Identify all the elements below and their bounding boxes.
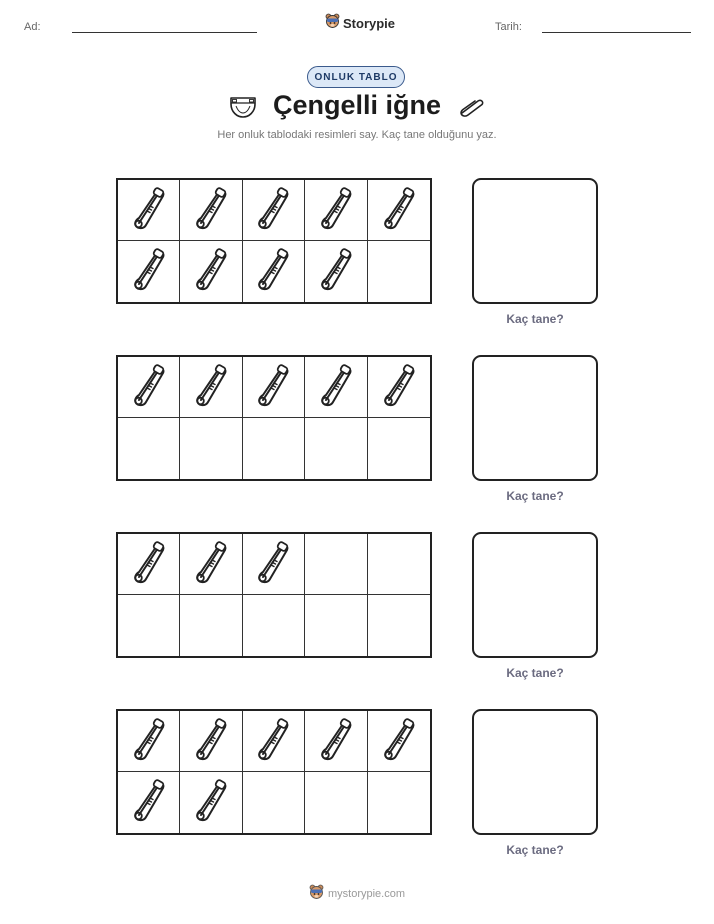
safety-pin-icon [380,362,418,413]
safety-pin-icon [192,777,230,828]
ten-frame-cell [118,711,180,772]
ten-frame-cell [118,534,180,595]
ten-frame-cell [180,772,242,833]
ten-frame-cell [305,711,367,772]
ten-frame-cell [243,595,305,656]
ten-frame-cell [368,357,430,418]
ten-frame-cell [305,772,367,833]
safety-pin-icon [380,716,418,767]
safety-pin-icon [130,716,168,767]
safety-pin-icon [317,185,355,236]
ten-frame-cell [118,180,180,241]
ten-frame-cell [118,418,180,479]
page-title: Çengelli iğne [272,90,442,120]
instructions: Her onluk tablodaki resimleri say. Kaç tane olduğunu yaz. [217,129,497,141]
safety-pin-icon [254,185,292,236]
ten-frame [116,709,432,835]
safety-pin-icon [254,362,292,413]
brand-name: Storypie [343,16,396,31]
answer-prompt: Kaç tane? [506,312,564,326]
date-label: Tarih: [495,21,522,33]
safety-pin-icon [192,539,230,590]
ten-frame-cell [305,418,367,479]
safety-pin-icon [254,539,292,590]
ten-frame-cell [305,534,367,595]
ten-frame-cell [368,772,430,833]
safety-pin-icon [130,362,168,413]
ten-frame-cell [180,418,242,479]
safety-pin-icon [254,716,292,767]
safety-pin-icon [130,777,168,828]
safety-pin-icon [192,246,230,297]
name-label: Ad: [24,21,41,33]
ten-frame-cell [368,534,430,595]
ten-frame-cell [180,357,242,418]
brand-logo [325,13,395,34]
ten-frame-cell [180,241,242,302]
bear-mascot-icon [309,884,324,903]
safety-pin-icon [254,246,292,297]
ten-frame-cell [118,357,180,418]
ten-frame-cell [305,241,367,302]
ten-frame-cell [305,595,367,656]
ten-frame-cell [180,534,242,595]
ten-frame-cell [243,534,305,595]
name-line[interactable] [72,32,257,33]
ten-frame-cell [368,595,430,656]
ten-frame-cell [243,711,305,772]
ten-frame-cell [118,241,180,302]
safety-pin-icon [130,246,168,297]
safety-pin-icon [457,96,485,123]
answer-prompt: Kaç tane? [506,489,564,503]
ten-frame-cell [368,418,430,479]
ten-frame-cell [118,595,180,656]
safety-pin-icon [130,185,168,236]
ten-frame-cell [368,711,430,772]
ten-frame-cell [180,711,242,772]
ten-frame-cell [243,241,305,302]
ten-frame-cell [243,772,305,833]
safety-pin-icon [317,246,355,297]
safety-pin-icon [317,362,355,413]
safety-pin-icon [130,539,168,590]
ten-frame-cell [305,357,367,418]
ten-frame-cell [118,772,180,833]
ten-frame-cell [368,241,430,302]
ten-frame-cell [180,180,242,241]
safety-pin-icon [192,362,230,413]
date-line[interactable] [542,32,691,33]
answer-box[interactable] [472,709,598,835]
safety-pin-icon [380,185,418,236]
ten-frame-cell [243,180,305,241]
topic-badge: ONLUK TABLO [307,66,405,88]
answer-box[interactable] [472,355,598,481]
ten-frame [116,178,432,304]
safety-pin-icon [192,185,230,236]
ten-frame-cell [180,595,242,656]
bear-mascot-icon [325,13,340,34]
ten-frame [116,355,432,481]
ten-frame-cell [243,418,305,479]
footer [0,884,714,903]
answer-box[interactable] [472,178,598,304]
ten-frame-cell [243,357,305,418]
safety-pin-icon [192,716,230,767]
ten-frame [116,532,432,658]
answer-box[interactable] [472,532,598,658]
ten-frame-cell [368,180,430,241]
answer-prompt: Kaç tane? [506,843,564,857]
ten-frame-cell [305,180,367,241]
footer-url: mystorypie.com [327,887,406,900]
safety-pin-icon [317,716,355,767]
answer-prompt: Kaç tane? [506,666,564,680]
